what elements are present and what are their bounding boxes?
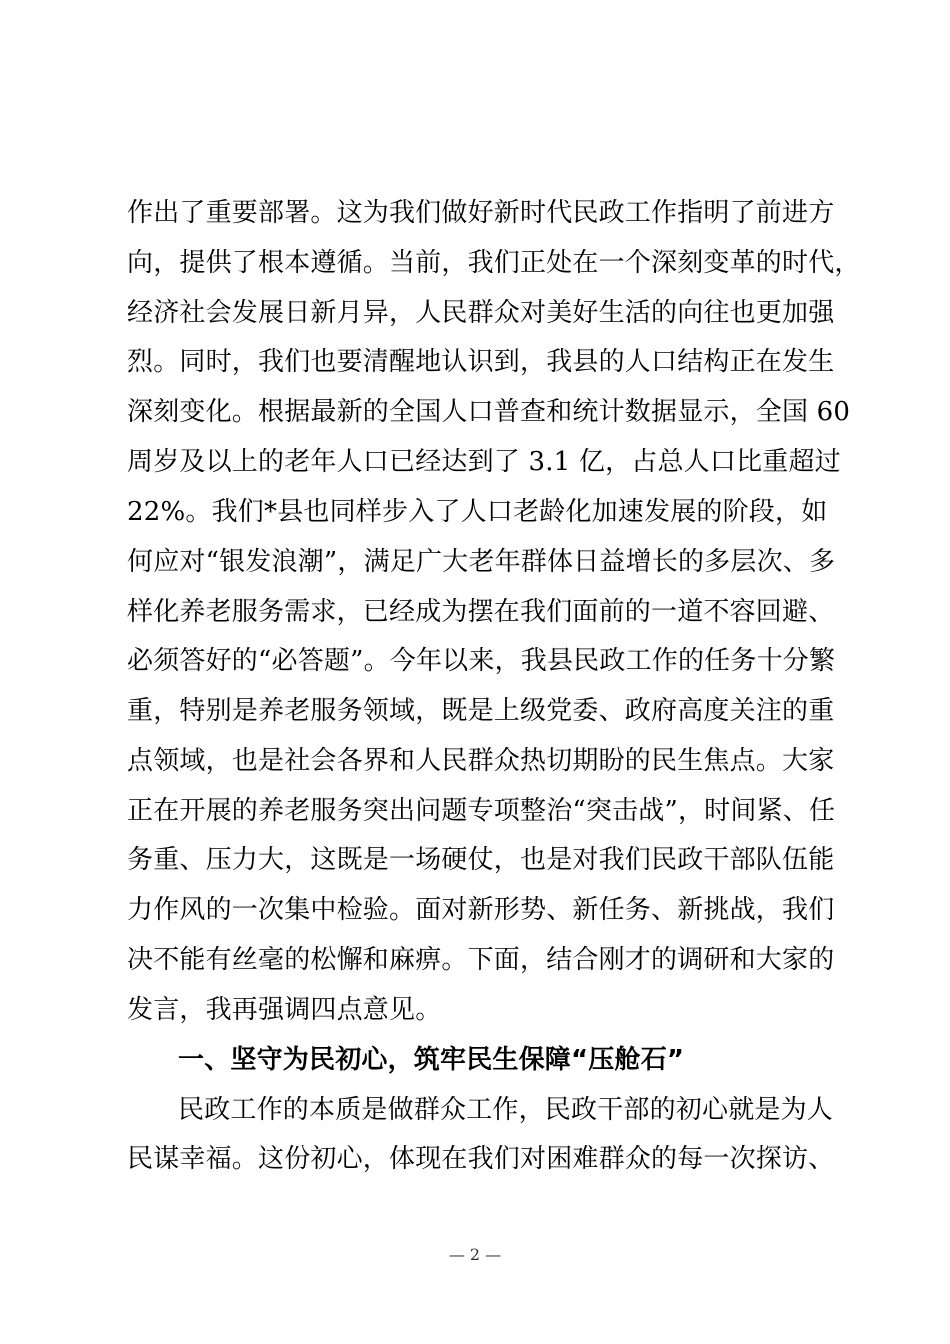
body-line: 务重、压力大，这既是一场硬仗，也是对我们民政干部队伍能 xyxy=(127,845,835,875)
body-line: 样化养老服务需求，已经成为摆在我们面前的一道不容回避、 xyxy=(127,597,835,627)
body-line: 正在开展的养老服务突出问题专项整治“突击战”，时间紧、任 xyxy=(127,796,836,826)
body-line: 深刻变化。根据最新的全国人口普查和统计数据显示，全国 60 xyxy=(127,397,851,427)
body-line: 经济社会发展日新月异，人民群众对美好生活的向往也更加强 xyxy=(127,298,835,328)
body-line: 烈。同时，我们也要清醒地认识到，我县的人口结构正在发生 xyxy=(127,347,835,377)
body-line: 民政工作的本质是做群众工作，民政干部的初心就是为人 xyxy=(178,1095,834,1125)
body-line: 22%。我们*县也同样步入了人口老龄化加速发展的阶段，如 xyxy=(127,497,828,527)
body-line: 决不能有丝毫的松懈和麻痹。下面，结合刚才的调研和大家的 xyxy=(127,945,835,975)
body-line: 作出了重要部署。这为我们做好新时代民政工作指明了前进方 xyxy=(127,198,835,228)
body-line: 周岁及以上的老年人口已经达到了 3.1 亿，占总人口比重超过 xyxy=(127,447,841,477)
body-line: 向，提供了根本遵循。当前，我们正处在一个深刻变革的时代， xyxy=(127,248,861,278)
page-number: — 2 — xyxy=(448,1245,502,1264)
body-line: 发言，我再强调四点意见。 xyxy=(127,995,442,1025)
body-line: 重，特别是养老服务领域，既是上级党委、政府高度关注的重 xyxy=(127,696,835,726)
body-line: 点领域，也是社会各界和人民群众热切期盼的民生焦点。大家 xyxy=(127,746,835,776)
body-line: 力作风的一次集中检验。面对新形势、新任务、新挑战，我们 xyxy=(127,895,835,925)
body-line: 民谋幸福。这份初心，体现在我们对困难群众的每一次探访、 xyxy=(127,1144,835,1174)
section-heading: 一、坚守为民初心，筑牢民生保障“压舱石” xyxy=(178,1045,685,1075)
body-line: 何应对“银发浪潮”，满足广大老年群体日益增长的多层次、多 xyxy=(127,547,836,577)
body-line: 必须答好的“必答题”。今年以来，我县民政工作的任务十分繁 xyxy=(127,646,836,676)
